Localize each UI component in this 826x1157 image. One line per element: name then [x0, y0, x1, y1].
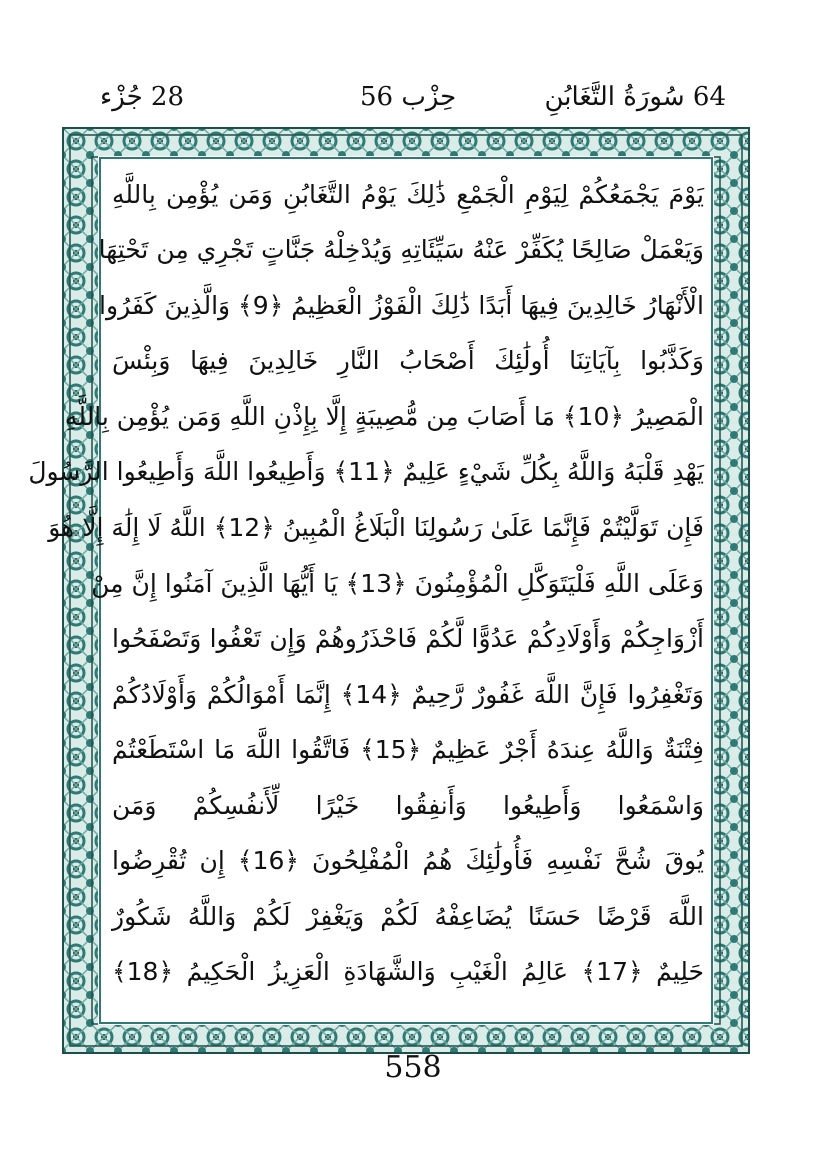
verse-line: يُوقَ شُحَّ نَفْسِهِ فَأُولَٰئِكَ هُمُ الْمُفْلِحُونَ ﴿16﴾ إِن تُقْرِضُوا	[112, 846, 704, 875]
verse-line: وَكَذَّبُوا بِآيَاتِنَا أُولَٰئِكَ أَصْحَابُ النَّارِ خَالِدِينَ فِيهَا وَبِئْسَ	[112, 346, 704, 375]
verse-line: أَزْوَاجِكُمْ وَأَوْلَادِكُمْ عَدُوًّا لَّكُمْ فَاحْذَرُوهُمْ وَإِن تَعْفُوا وَتَصْفَحُوا	[112, 624, 704, 653]
verse-line: الْأَنْهَارُ خَالِدِينَ فِيهَا أَبَدًا ذَٰلِكَ الْفَوْزُ الْعَظِيمُ ﴿9﴾ وَالَّذِينَ كَفَرُوا	[99, 291, 704, 320]
verse-line: فَإِن تَوَلَّيْتُمْ فَإِنَّمَا عَلَىٰ رَسُولِنَا الْبَلَاغُ الْمُبِينُ ﴿12﴾ اللَّهُ لَا إِلَٰهَ إِلَّا هُوَ	[48, 513, 704, 542]
verse-line: يَهْدِ قَلْبَهُ وَاللَّهُ بِكُلِّ شَيْءٍ عَلِيمٌ ﴿11﴾ وَأَطِيعُوا اللَّهَ وَأَطِيعُوا الرَّسُولَ	[28, 457, 704, 486]
surah-title: 64 سُورَةُ التَّغَابُنِ	[544, 82, 726, 112]
hizb-label: حِزْب 56	[360, 82, 457, 112]
verse-line: وَتَغْفِرُوا فَإِنَّ اللَّهَ غَفُورٌ رَّحِيمٌ ﴿14﴾ إِنَّمَا أَمْوَالُكُمْ وَأَوْلَادُكُمْ	[112, 680, 704, 709]
verse-line: وَيَعْمَلْ صَالِحًا يُكَفِّرْ عَنْهُ سَيِّئَاتِهِ وَيُدْخِلْهُ جَنَّاتٍ تَجْرِي مِن تَحْتِهَا	[98, 235, 704, 264]
page-header	[100, 78, 726, 122]
verse-line: وَعَلَى اللَّهِ فَلْيَتَوَكَّلِ الْمُؤْمِنُونَ ﴿13﴾ يَا أَيُّهَا الَّذِينَ آمَنُوا إِنَّ مِنْ	[91, 569, 704, 598]
juz-label: 28 جُزْء	[100, 82, 185, 112]
verse-line: وَاسْمَعُوا وَأَطِيعُوا وَأَنفِقُوا خَيْرًا لِّأَنفُسِكُمْ وَمَن	[112, 791, 704, 820]
verse-line: اللَّهَ قَرْضًا حَسَنًا يُضَاعِفْهُ لَكُمْ وَيَغْفِرْ لَكُمْ وَاللَّهُ شَكُورٌ	[112, 902, 704, 931]
verse-line: يَوْمَ يَجْمَعُكُمْ لِيَوْمِ الْجَمْعِ ذَٰلِكَ يَوْمُ التَّغَابُنِ وَمَن يُؤْمِن بِاللَّهِ	[112, 180, 704, 209]
page-number: 558	[384, 1050, 442, 1085]
verse-line: حَلِيمٌ ﴿17﴾ عَالِمُ الْغَيْبِ وَالشَّهَادَةِ الْعَزِيزُ الْحَكِيمُ ﴿18﴾	[112, 957, 704, 986]
verse-line: الْمَصِيرُ ﴿10﴾ مَا أَصَابَ مِن مُّصِيبَةٍ إِلَّا بِإِذْنِ اللَّهِ وَمَن يُؤْمِن بِاللَّهِ	[64, 402, 704, 431]
verse-line: فِتْنَةٌ وَاللَّهُ عِندَهُ أَجْرٌ عَظِيمٌ ﴿15﴾ فَاتَّقُوا اللَّهَ مَا اسْتَطَعْتُمْ	[112, 735, 704, 764]
